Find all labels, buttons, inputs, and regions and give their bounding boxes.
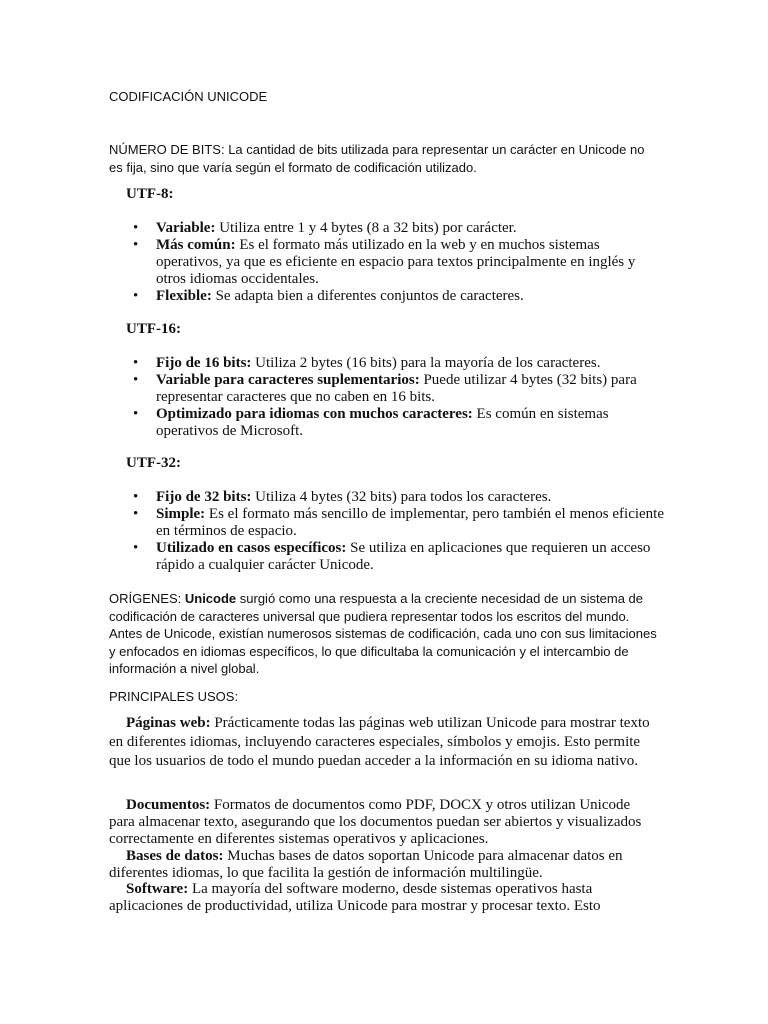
- list-item: [109, 540, 669, 574]
- item-text: Es el formato más sencillo de implementar, pero también el menos eficiente en términos de espacio.: [156, 506, 664, 539]
- utf16-list: [109, 355, 669, 440]
- list-item: [109, 506, 669, 540]
- bullet-icon: •: [133, 372, 139, 388]
- utf16-heading: UTF-16:: [126, 321, 181, 337]
- page-title: CODIFICACIÓN UNICODE: [109, 89, 268, 104]
- origenes-text: surgió como una respuesta a la creciente necesidad de un sistema de codificación de caracteres universal que pudiera representar todos los escritos del mundo. Antes de Unicode, existían numerosos sistemas de codificación, cada uno con sus limitaciones y enfocados en idiomas específicos, lo que dificultaba la comunicación y el intercambio de información a nivel global.: [109, 591, 657, 676]
- list-item: [109, 288, 669, 305]
- usos-heading: PRINCIPALES USOS:: [109, 689, 239, 704]
- item-term: Más común:: [156, 237, 236, 253]
- usos-software-paragraph: [109, 881, 659, 915]
- item-text: Utiliza 4 bytes (32 bits) para todos los caracteres.: [251, 489, 552, 505]
- usos-paginas-paragraph: [109, 714, 659, 771]
- list-item: [109, 489, 669, 506]
- list-item: [109, 372, 669, 406]
- bullet-icon: •: [133, 288, 139, 304]
- item-term: Optimizado para idiomas con muchos caracteres:: [156, 406, 473, 422]
- item-term: Fijo de 32 bits:: [156, 489, 252, 505]
- usos-bases-paragraph: [109, 848, 659, 882]
- bullet-icon: •: [133, 540, 139, 556]
- bullet-icon: •: [133, 406, 139, 422]
- origenes-term: Unicode: [181, 591, 237, 606]
- origenes-label: ORÍGENES:: [109, 591, 182, 606]
- item-term: Utilizado en casos específicos:: [156, 540, 347, 556]
- bullet-icon: •: [133, 506, 139, 522]
- utf8-list: [109, 220, 669, 305]
- item-term: Flexible:: [156, 288, 212, 304]
- documentos-term: Documentos:: [126, 797, 211, 813]
- item-text: Es el formato más utilizado en la web y en muchos sistemas operativos, ya que es eficiente en espacio para textos principalmente en inglés y otros idiomas occidentales.: [156, 237, 636, 287]
- list-item: [109, 355, 669, 372]
- numero-bits-label: NÚMERO DE BITS:: [109, 142, 225, 157]
- bullet-icon: •: [133, 489, 139, 505]
- item-term: Variable para caracteres suplementarios:: [156, 372, 420, 388]
- list-item: [109, 220, 669, 237]
- software-term: Software:: [126, 881, 189, 897]
- bullet-icon: •: [133, 237, 139, 253]
- item-term: Simple:: [156, 506, 206, 522]
- item-text: Se utiliza en aplicaciones que requieren un acceso rápido a cualquier carácter Unicode.: [156, 540, 651, 573]
- item-term: Variable:: [156, 220, 216, 236]
- utf32-list: [109, 489, 669, 574]
- numero-bits-paragraph: [109, 141, 659, 176]
- bullet-icon: •: [133, 355, 139, 371]
- bases-text: Muchas bases de datos soportan Unicode para almacenar datos en diferentes idiomas, lo que facilita la gestión de información multilingüe.: [109, 848, 623, 881]
- paginas-term: Páginas web:: [126, 715, 211, 731]
- list-item: [109, 406, 669, 440]
- item-text: Utiliza 2 bytes (16 bits) para la mayoría de los caracteres.: [251, 355, 601, 371]
- item-text: Es común en sistemas operativos de Microsoft.: [156, 406, 609, 439]
- item-text: Utiliza entre 1 y 4 bytes (8 a 32 bits) por carácter.: [215, 220, 517, 236]
- bases-term: Bases de datos:: [126, 848, 224, 864]
- list-item: [109, 237, 669, 288]
- paginas-text: Prácticamente todas las páginas web utilizan Unicode para mostrar texto en diferentes idiomas, incluyendo caracteres especiales, símbolos y emojis. Esto permite que los usuarios de todo el mundo puedan acceder a la información en su idioma nativo.: [109, 715, 650, 769]
- software-text: La mayoría del software moderno, desde sistemas operativos hasta aplicaciones de productividad, utiliza Unicode para mostrar y procesar texto. Esto: [109, 881, 601, 914]
- bullet-icon: •: [133, 220, 139, 236]
- origenes-paragraph: [109, 590, 659, 678]
- utf8-heading: UTF-8:: [126, 186, 174, 202]
- item-text: Puede utilizar 4 bytes (32 bits) para representar caracteres que no caben en 16 bits.: [156, 372, 637, 405]
- item-term: Fijo de 16 bits:: [156, 355, 252, 371]
- numero-bits-text: La cantidad de bits utilizada para representar un carácter en Unicode no es fija, sino que varía según el formato de codificación utilizado.: [109, 142, 645, 175]
- documentos-text: Formatos de documentos como PDF, DOCX y otros utilizan Unicode para almacenar texto, asegurando que los documentos puedan ser abiertos y visualizados correctamente en diferentes sistemas operativos y aplicaciones.: [109, 797, 642, 847]
- utf32-heading: UTF-32:: [126, 455, 181, 471]
- usos-documentos-paragraph: [109, 797, 659, 848]
- item-text: Se adapta bien a diferentes conjuntos de caracteres.: [211, 288, 524, 304]
